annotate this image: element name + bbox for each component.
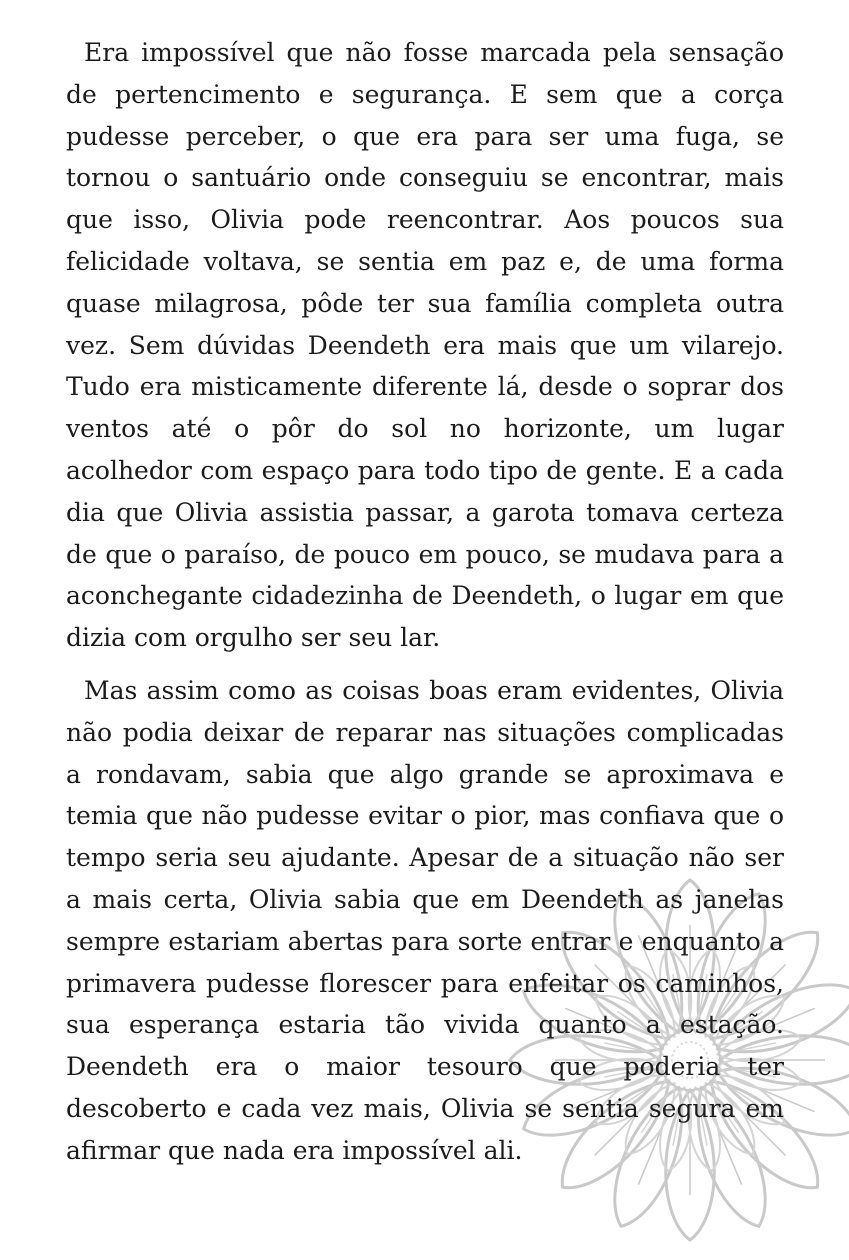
document-page (66, 32, 784, 1172)
paragraph-1: Era impossível que não fosse marcada pela sensação de pertencimento e segurança. E sem que a corça pudesse perceber, o que era para ser uma fuga, se tornou o santuário onde conseguiu se encontrar, mais que isso, Olivia pode reencontrar. Aos poucos sua felicidade voltava, se sentia em paz e, de uma forma quase milagrosa, pôde ter sua família completa outra vez. Sem dúvidas Deendeth era mais que um vilarejo. Tudo era misticamente diferente lá, desde o soprar dos ventos até o pôr do sol no horizonte, um lugar acolhedor com espaço para todo tipo de gente. E a cada dia que Olivia assistia passar, a garota tomava certeza de que o paraíso, de pouco em pouco, se mudava para a aconchegante cidadezinha de Deendeth, o lugar em que dizia com orgulho ser seu lar. (66, 38, 784, 653)
paragraph-2: Mas assim como as coisas boas eram evidentes, Olivia não podia deixar de reparar nas situações complicadas a rondavam, sabia que algo grande se aproximava e temia que não pudesse evitar o pior, mas confiava que o tempo seria seu ajudante. Apesar de a situação não ser a mais certa, Olivia sabia que em Deendeth as janelas sempre estariam abertas para sorte entrar e enquanto a primavera pudesse florescer para enfeitar os caminhos, sua esperança estaria tão vivida quanto a estação. Deendeth era o maior tesouro que poderia ter descoberto e cada vez mais, Olivia se sentia segura em afirmar que nada era impossível ali. (66, 675, 784, 1165)
